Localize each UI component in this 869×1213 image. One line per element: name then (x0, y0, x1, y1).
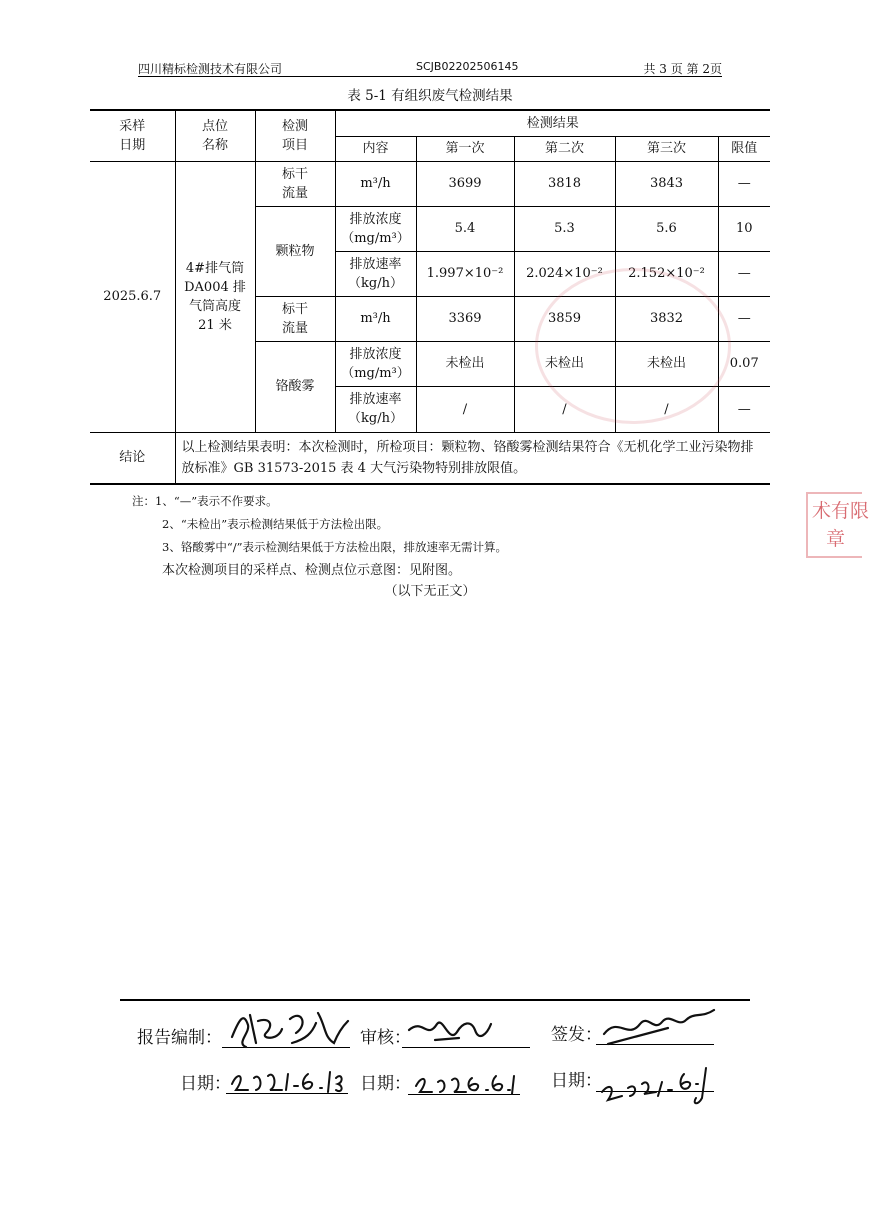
header-item: 检测 项目 (255, 110, 335, 161)
table-caption: 表 5-1 有组织废气检测结果 (347, 88, 513, 104)
conclusion-text: 以上检测结果表明：本次检测时，所检项目：颗粒物、铬酸雾检测结果符合《无机化学工业污染物排放标准》GB 31573-2015 表 4 大气污染物特别排放限值。 (175, 432, 770, 484)
content-cell: 排放浓度 （mg/m³） (335, 341, 416, 386)
notes-section (132, 490, 507, 582)
value-cell: 3699 (416, 161, 514, 206)
content-cell: m³/h (335, 161, 416, 206)
prepared-label: 报告编制： (137, 1028, 222, 1048)
item-flow-2: 标干 流量 (255, 296, 335, 341)
item-chromic-acid: 铬酸雾 (255, 341, 335, 432)
value-cell: 3843 (615, 161, 718, 206)
issue-signature-icon (598, 1004, 718, 1048)
content-cell: 排放速率 （kg/h） (335, 251, 416, 296)
value-cell: 2.024×10⁻² (514, 251, 615, 296)
item-particulate: 颗粒物 (255, 206, 335, 296)
issue-label: 签发： (551, 1025, 602, 1045)
date-label-3: 日期： (551, 1071, 602, 1091)
value-cell: 未检出 (514, 341, 615, 386)
prepared-signature-icon (226, 1003, 354, 1051)
limit-cell: — (718, 161, 770, 206)
header-results: 检测结果 (335, 110, 770, 136)
value-cell: 3369 (416, 296, 514, 341)
header-point: 点位 名称 (175, 110, 255, 161)
note-1: 注：1、“—”表示不作要求。 (132, 494, 278, 508)
value-cell: 2.152×10⁻² (615, 251, 718, 296)
value-cell: 5.4 (416, 206, 514, 251)
signature-separator (120, 999, 750, 1001)
page-header (138, 60, 722, 77)
limit-cell: — (718, 251, 770, 296)
limit-cell: 10 (718, 206, 770, 251)
table-row (90, 161, 770, 206)
header-first: 第一次 (416, 136, 514, 161)
value-cell: 3859 (514, 296, 615, 341)
value-cell: / (416, 386, 514, 432)
value-cell: / (514, 386, 615, 432)
value-cell: / (615, 386, 718, 432)
value-cell: 3818 (514, 161, 615, 206)
value-cell: 3832 (615, 296, 718, 341)
header-date: 采样 日期 (90, 110, 175, 161)
header-content: 内容 (335, 136, 416, 161)
date-handwritten-2-icon (412, 1064, 522, 1098)
end-of-text: （以下无正文） (384, 584, 476, 599)
limit-cell: — (718, 386, 770, 432)
value-cell: 未检出 (615, 341, 718, 386)
content-cell: m³/h (335, 296, 416, 341)
value-cell: 5.3 (514, 206, 615, 251)
side-stamp-icon: 术有限 章 (806, 492, 862, 558)
limit-cell: — (718, 296, 770, 341)
note-2: 2、“未检出”表示检测结果低于方法检出限。 (162, 517, 389, 531)
conclusion-label: 结论 (90, 432, 175, 484)
date-label-1: 日期： (180, 1074, 231, 1094)
review-signature-icon (405, 1010, 495, 1050)
sampling-date: 2025.6.7 (90, 161, 175, 432)
date-label-2: 日期： (360, 1074, 411, 1094)
value-cell: 5.6 (615, 206, 718, 251)
company-name: 四川精标检测技术有限公司 (138, 62, 283, 76)
header-limit: 限值 (718, 136, 770, 161)
header-third: 第三次 (615, 136, 718, 161)
note-diagram: 本次检测项目的采样点、检测点位示意图：见附图。 (162, 563, 462, 578)
date-handwritten-3-icon (598, 1062, 718, 1108)
note-3: 3、铬酸雾中“/”表示检测结果低于方法检出限，排放速率无需计算。 (162, 540, 507, 554)
sampling-point: 4#排气筒 DA004 排 气筒高度 21 米 (175, 161, 255, 432)
page-info: 共 3 页 第 2页 (643, 62, 722, 76)
date-handwritten-1-icon (228, 1062, 348, 1096)
header-second: 第二次 (514, 136, 615, 161)
conclusion-row (90, 432, 770, 484)
item-flow-1: 标干 流量 (255, 161, 335, 206)
review-label: 审核： (360, 1028, 411, 1048)
value-cell: 1.997×10⁻² (416, 251, 514, 296)
table-header-row (90, 110, 770, 136)
faint-seal-icon (535, 268, 731, 424)
value-cell: 未检出 (416, 341, 514, 386)
limit-cell: 0.07 (718, 341, 770, 386)
report-number: SCJB02202506145 (416, 60, 519, 73)
content-cell: 排放浓度 （mg/m³） (335, 206, 416, 251)
content-cell: 排放速率 （kg/h） (335, 386, 416, 432)
